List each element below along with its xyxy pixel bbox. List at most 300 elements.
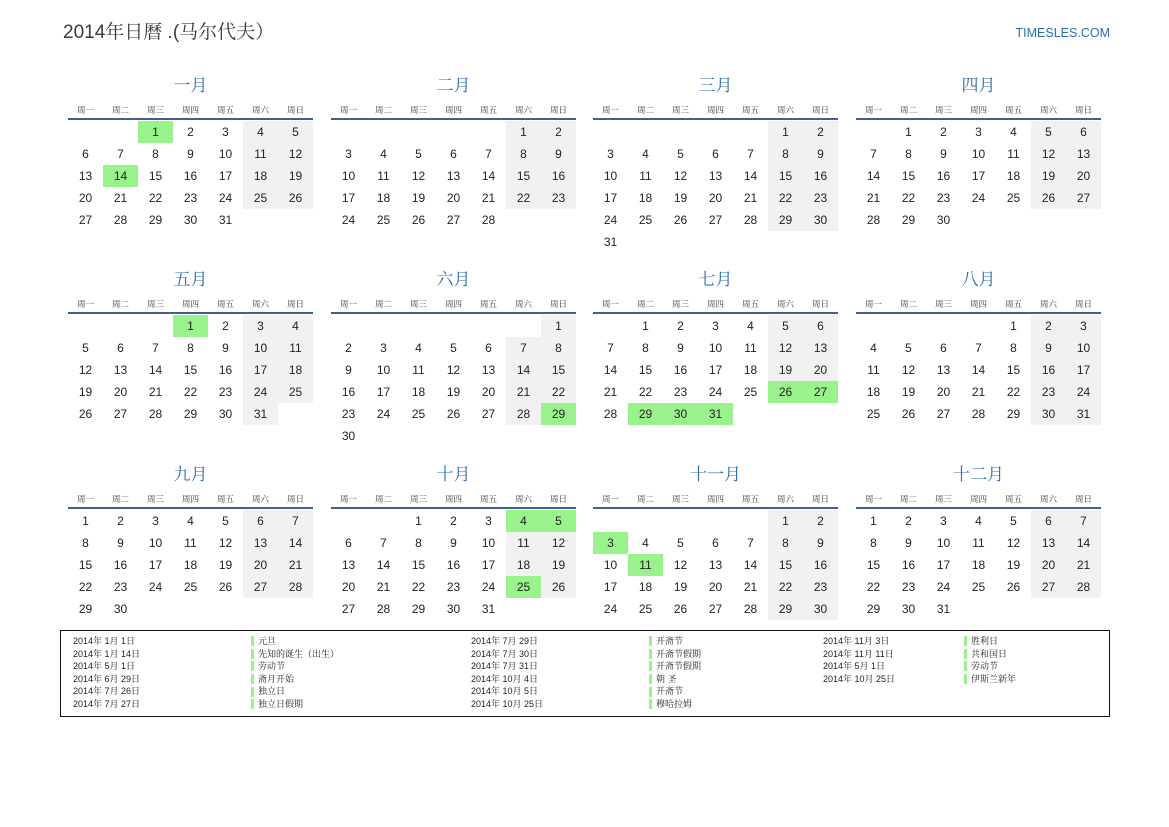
day-cell: 16	[936, 169, 951, 183]
weekday-label: 周二	[636, 299, 654, 309]
day-cell: 9	[222, 341, 229, 355]
weekday-label: 周四	[181, 299, 199, 309]
day-cell: 1	[415, 514, 422, 528]
weekday-label: 周三	[671, 299, 689, 309]
weekday-label: 周五	[216, 299, 234, 309]
site-link[interactable]: TIMESLES.COM	[1015, 26, 1110, 40]
header-divider	[331, 312, 576, 314]
legend-row	[73, 635, 339, 648]
day-cell: 24	[708, 385, 723, 399]
day-cell: 3	[940, 514, 947, 528]
day-cell: 24	[936, 580, 951, 594]
weekend-day-cell: 14	[278, 532, 313, 554]
weekday-label: 周日	[1074, 299, 1092, 309]
holiday-marker	[964, 636, 967, 646]
day-cell: 10	[218, 147, 233, 161]
week-row	[593, 209, 838, 231]
holiday-day-cell: 1	[173, 315, 208, 337]
header-divider	[331, 118, 576, 120]
legend-row	[823, 635, 1016, 648]
weekend-day-cell: 4	[243, 121, 278, 143]
day-cell: 21	[376, 580, 391, 594]
week-row	[856, 532, 1101, 554]
day-grid	[856, 315, 1101, 425]
holiday-day-cell: 29	[541, 403, 576, 425]
month-title: 十月	[436, 465, 471, 484]
day-cell: 27	[481, 407, 496, 421]
day-cell: 20	[341, 580, 356, 594]
day-cell: 13	[708, 558, 723, 572]
empty-day-cell	[208, 598, 243, 620]
day-cell: 15	[866, 558, 881, 572]
week-row	[593, 337, 838, 359]
empty-day-cell	[471, 315, 506, 337]
weekend-day-cell: 30	[803, 598, 838, 620]
day-cell: 28	[743, 213, 758, 227]
day-grid	[593, 510, 838, 620]
day-cell: 25	[866, 407, 881, 421]
day-cell: 12	[901, 363, 916, 377]
holiday-date: 2014年 7月 31日	[471, 661, 539, 672]
weekend-day-cell: 4	[278, 315, 313, 337]
month-calendar	[331, 268, 576, 448]
day-cell: 3	[380, 341, 387, 355]
weekday-label: 周一	[339, 299, 357, 309]
week-row	[331, 598, 576, 620]
empty-day-cell	[856, 121, 891, 143]
empty-day-cell	[856, 315, 891, 337]
weekday-label: 周五	[741, 105, 759, 115]
header-divider	[593, 312, 838, 314]
weekend-day-cell: 20	[803, 359, 838, 381]
day-cell: 13	[78, 169, 93, 183]
day-cell: 11	[972, 536, 985, 550]
holiday-marker	[649, 699, 652, 709]
weekday-label: 周日	[286, 494, 304, 504]
holiday-day-cell: 14	[103, 165, 138, 187]
weekend-day-cell: 8	[506, 143, 541, 165]
weekday-label: 周二	[636, 105, 654, 115]
day-cell: 24	[341, 213, 356, 227]
day-grid	[331, 315, 576, 447]
holiday-date: 2014年 7月 26日	[73, 686, 141, 697]
day-grid	[331, 510, 576, 620]
day-cell: 9	[940, 147, 947, 161]
holiday-marker	[649, 687, 652, 697]
day-grid	[593, 315, 838, 425]
day-cell: 23	[113, 580, 128, 594]
day-cell: 5	[677, 147, 684, 161]
day-cell: 30	[341, 429, 356, 443]
weekday-label: 周六	[1039, 494, 1057, 504]
empty-day-cell	[103, 121, 138, 143]
day-cell: 27	[78, 213, 93, 227]
empty-day-cell	[436, 425, 471, 447]
month-calendar	[331, 463, 576, 643]
day-cell: 22	[411, 580, 426, 594]
day-grid	[68, 315, 313, 425]
empty-day-cell	[506, 209, 541, 231]
weekday-label: 周日	[811, 494, 829, 504]
holiday-date: 2014年 1月 1日	[73, 636, 136, 646]
header-divider	[68, 507, 313, 509]
day-cell: 26	[673, 213, 688, 227]
day-cell: 5	[905, 341, 912, 355]
holiday-date: 2014年 7月 27日	[73, 698, 141, 709]
weekday-header	[593, 103, 838, 117]
day-cell: 23	[446, 580, 461, 594]
day-cell: 8	[152, 147, 159, 161]
weekday-header	[68, 297, 313, 311]
empty-day-cell	[366, 510, 401, 532]
day-cell: 3	[485, 514, 492, 528]
day-cell: 20	[936, 385, 951, 399]
holiday-name: 伊斯兰新年	[971, 673, 1017, 684]
day-cell: 24	[971, 191, 986, 205]
weekend-day-cell: 19	[541, 554, 576, 576]
weekend-day-cell: 1	[541, 315, 576, 337]
weekend-day-cell: 12	[768, 337, 803, 359]
day-cell: 16	[901, 558, 916, 572]
day-cell: 16	[183, 169, 198, 183]
month-title: 十一月	[690, 465, 741, 484]
weekend-day-cell: 17	[1066, 359, 1101, 381]
day-cell: 6	[940, 341, 947, 355]
empty-day-cell	[961, 209, 996, 231]
header-divider	[593, 507, 838, 509]
weekday-label: 周四	[444, 494, 462, 504]
day-cell: 21	[603, 385, 618, 399]
empty-day-cell	[1066, 598, 1101, 620]
day-cell: 18	[638, 191, 653, 205]
empty-day-cell	[506, 598, 541, 620]
weekday-label: 周四	[969, 105, 987, 115]
day-cell: 15	[148, 169, 163, 183]
holiday-day-cell: 26	[768, 381, 803, 403]
week-row	[856, 554, 1101, 576]
day-cell: 15	[901, 169, 916, 183]
day-cell: 14	[866, 169, 881, 183]
day-cell: 18	[866, 385, 881, 399]
day-cell: 27	[708, 602, 723, 616]
weekday-label: 周五	[216, 105, 234, 115]
weekend-day-cell: 26	[541, 576, 576, 598]
week-row	[68, 187, 313, 209]
weekday-header	[68, 103, 313, 117]
weekend-day-cell: 6	[803, 315, 838, 337]
weekday-label: 周日	[811, 105, 829, 115]
weekday-label: 周六	[514, 299, 532, 309]
weekend-day-cell: 8	[541, 337, 576, 359]
empty-day-cell	[541, 598, 576, 620]
day-cell: 6	[712, 536, 719, 550]
day-cell: 7	[152, 341, 159, 355]
week-row	[68, 403, 313, 425]
week-row	[68, 598, 313, 620]
weekend-day-cell: 7	[278, 510, 313, 532]
day-cell: 23	[936, 191, 951, 205]
week-row	[593, 165, 838, 187]
weekday-label: 周三	[146, 494, 164, 504]
empty-day-cell	[1066, 209, 1101, 231]
day-cell: 10	[603, 169, 618, 183]
holiday-date: 2014年 7月 30日	[471, 648, 539, 659]
month-calendar	[68, 268, 313, 448]
day-cell: 28	[148, 407, 163, 421]
week-row	[331, 554, 576, 576]
empty-day-cell	[278, 403, 313, 425]
weekend-day-cell: 6	[243, 510, 278, 532]
day-cell: 31	[603, 235, 618, 249]
week-row	[68, 165, 313, 187]
day-cell: 21	[113, 191, 128, 205]
weekend-day-cell: 3	[1066, 315, 1101, 337]
weekend-day-cell: 11	[278, 337, 313, 359]
day-cell: 19	[673, 191, 688, 205]
day-cell: 1	[82, 514, 89, 528]
legend-row	[471, 635, 701, 648]
weekend-day-cell: 19	[768, 359, 803, 381]
day-cell: 20	[78, 191, 93, 205]
holiday-marker	[964, 649, 967, 659]
holiday-day-cell: 31	[698, 403, 733, 425]
day-cell: 10	[481, 536, 496, 550]
weekday-label: 周六	[514, 105, 532, 115]
day-cell: 9	[345, 363, 352, 377]
day-cell: 15	[638, 363, 653, 377]
day-cell: 12	[411, 169, 426, 183]
week-row	[331, 165, 576, 187]
day-cell: 13	[113, 363, 128, 377]
weekday-label: 周一	[76, 105, 94, 115]
holiday-legend-column	[73, 635, 339, 711]
day-cell: 29	[866, 602, 881, 616]
weekend-day-cell: 2	[803, 510, 838, 532]
day-cell: 29	[148, 213, 163, 227]
empty-day-cell	[628, 510, 663, 532]
weekend-day-cell: 18	[243, 165, 278, 187]
day-grid	[68, 121, 313, 231]
holiday-marker	[964, 674, 967, 684]
day-cell: 4	[642, 147, 649, 161]
weekday-header	[856, 492, 1101, 506]
weekday-label: 周日	[549, 494, 567, 504]
empty-day-cell	[663, 121, 698, 143]
weekday-label: 周五	[1004, 105, 1022, 115]
holiday-legend-column	[471, 635, 701, 711]
day-cell: 15	[183, 363, 198, 377]
day-cell: 5	[82, 341, 89, 355]
legend-row	[823, 673, 1016, 686]
month-calendar	[68, 74, 313, 254]
day-cell: 28	[603, 407, 618, 421]
day-cell: 7	[117, 147, 124, 161]
header-divider	[856, 118, 1101, 120]
empty-day-cell	[1031, 598, 1066, 620]
empty-day-cell	[366, 315, 401, 337]
weekday-header	[331, 492, 576, 506]
holiday-day-cell: 11	[628, 554, 663, 576]
weekday-label: 周二	[636, 494, 654, 504]
week-row	[593, 187, 838, 209]
weekend-day-cell: 2	[803, 121, 838, 143]
weekend-day-cell: 13	[803, 337, 838, 359]
day-cell: 22	[638, 385, 653, 399]
holiday-name: 开斋节假期	[656, 661, 702, 672]
day-cell: 23	[183, 191, 198, 205]
week-row	[593, 359, 838, 381]
day-cell: 8	[642, 341, 649, 355]
weekday-label: 周二	[899, 494, 917, 504]
weekend-day-cell: 16	[803, 165, 838, 187]
day-cell: 1	[642, 319, 649, 333]
day-cell: 9	[905, 536, 912, 550]
day-cell: 9	[117, 536, 124, 550]
month-calendar	[856, 268, 1101, 448]
day-cell: 7	[485, 147, 492, 161]
empty-day-cell	[173, 598, 208, 620]
day-cell: 23	[901, 580, 916, 594]
day-cell: 31	[481, 602, 496, 616]
week-row	[593, 598, 838, 620]
day-cell: 14	[481, 169, 496, 183]
weekend-day-cell: 24	[1066, 381, 1101, 403]
weekday-label: 周日	[549, 299, 567, 309]
day-cell: 29	[411, 602, 426, 616]
day-cell: 8	[905, 147, 912, 161]
weekend-day-cell: 22	[768, 187, 803, 209]
day-cell: 29	[901, 213, 916, 227]
day-cell: 8	[870, 536, 877, 550]
empty-day-cell	[506, 425, 541, 447]
weekend-day-cell: 22	[506, 187, 541, 209]
day-cell: 20	[446, 191, 461, 205]
weekday-label: 周五	[479, 299, 497, 309]
day-cell: 22	[866, 580, 881, 594]
day-cell: 2	[940, 125, 947, 139]
day-cell: 9	[450, 536, 457, 550]
weekend-day-cell: 3	[243, 315, 278, 337]
day-cell: 19	[673, 580, 688, 594]
day-cell: 29	[1006, 407, 1021, 421]
legend-row	[73, 685, 339, 698]
page-title: 2014年日曆 .(马尔代夫）	[63, 22, 275, 43]
day-cell: 17	[376, 385, 391, 399]
weekend-day-cell: 9	[1031, 337, 1066, 359]
weekday-label: 周六	[251, 105, 269, 115]
day-cell: 20	[481, 385, 496, 399]
day-cell: 15	[411, 558, 426, 572]
weekend-day-cell: 16	[541, 165, 576, 187]
day-cell: 3	[345, 147, 352, 161]
weekend-day-cell: 28	[278, 576, 313, 598]
weekday-label: 周二	[111, 494, 129, 504]
empty-day-cell	[436, 315, 471, 337]
week-row	[68, 576, 313, 598]
week-row	[331, 403, 576, 425]
weekday-label: 周日	[811, 299, 829, 309]
week-row	[856, 381, 1101, 403]
holiday-date: 2014年 10月 25日	[823, 673, 896, 684]
day-cell: 3	[152, 514, 159, 528]
weekend-day-cell: 10	[1066, 337, 1101, 359]
weekday-label: 周三	[409, 494, 427, 504]
weekend-day-cell: 21	[1066, 554, 1101, 576]
day-cell: 4	[380, 147, 387, 161]
month-title: 十二月	[953, 465, 1004, 484]
week-row	[593, 532, 838, 554]
day-cell: 25	[638, 602, 653, 616]
day-cell: 16	[218, 363, 233, 377]
empty-day-cell	[698, 231, 733, 253]
day-cell: 10	[936, 536, 951, 550]
weekday-label: 周一	[339, 494, 357, 504]
empty-day-cell	[891, 315, 926, 337]
week-row	[331, 425, 576, 447]
day-cell: 1	[1010, 319, 1017, 333]
holiday-name: 朝 圣	[656, 673, 677, 684]
empty-day-cell	[628, 121, 663, 143]
weekday-label: 周三	[934, 494, 952, 504]
day-cell: 15	[1006, 363, 1021, 377]
day-cell: 15	[78, 558, 93, 572]
day-cell: 4	[1010, 125, 1017, 139]
weekend-day-cell: 30	[803, 209, 838, 231]
empty-day-cell	[541, 209, 576, 231]
weekday-label: 周一	[864, 299, 882, 309]
legend-row	[73, 648, 339, 661]
day-cell: 8	[415, 536, 422, 550]
day-cell: 13	[446, 169, 461, 183]
holiday-name: 独立日假期	[258, 698, 304, 709]
weekday-label: 周四	[969, 299, 987, 309]
day-cell: 3	[222, 125, 229, 139]
holiday-name: 劳动节	[258, 661, 286, 672]
weekday-label: 周五	[479, 105, 497, 115]
week-row	[68, 315, 313, 337]
day-cell: 26	[1006, 580, 1021, 594]
day-cell: 24	[376, 407, 391, 421]
weekday-label: 周四	[444, 105, 462, 115]
week-row	[593, 510, 838, 532]
holiday-name: 穆哈拉姆	[656, 698, 693, 709]
day-cell: 14	[971, 363, 986, 377]
month-calendar	[593, 74, 838, 254]
weekend-day-cell: 6	[1066, 121, 1101, 143]
weekday-label: 周一	[864, 105, 882, 115]
day-cell: 19	[1006, 558, 1021, 572]
weekday-label: 周五	[741, 494, 759, 504]
weekend-day-cell: 2	[541, 121, 576, 143]
weekend-day-cell: 9	[803, 532, 838, 554]
week-row	[331, 532, 576, 554]
weekend-day-cell: 6	[1031, 510, 1066, 532]
week-row	[856, 576, 1101, 598]
weekend-day-cell: 29	[768, 598, 803, 620]
legend-row	[73, 660, 339, 673]
day-cell: 28	[376, 602, 391, 616]
holiday-day-cell: 29	[628, 403, 663, 425]
weekend-day-cell: 31	[243, 403, 278, 425]
month-title: 七月	[698, 270, 733, 289]
day-cell: 2	[222, 319, 229, 333]
empty-day-cell	[366, 121, 401, 143]
day-cell: 11	[639, 169, 652, 183]
month-calendar	[856, 463, 1101, 643]
empty-day-cell	[663, 510, 698, 532]
weekday-label: 周一	[601, 299, 619, 309]
day-cell: 30	[183, 213, 198, 227]
